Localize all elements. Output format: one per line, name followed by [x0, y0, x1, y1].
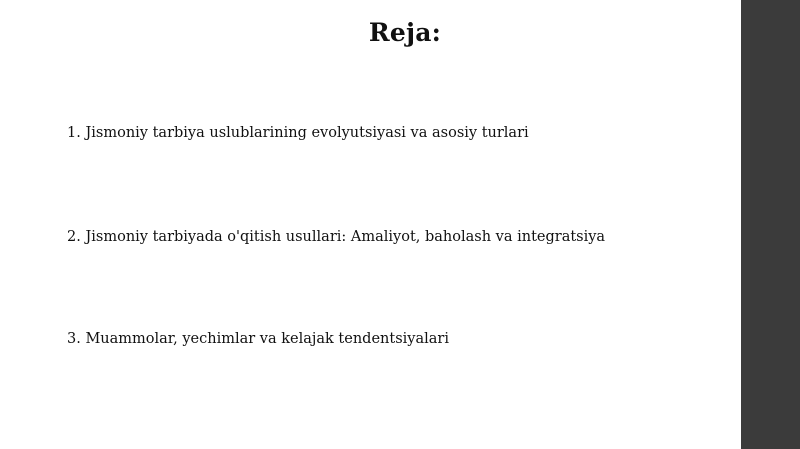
side-panel	[741, 0, 800, 449]
slide-title: Reja:	[368, 18, 442, 47]
plan-item-2: 2. Jismoniy tarbiyada o'qitish usullari: Amaliyot, baholash va integratsiya	[67, 229, 606, 245]
plan-item-1: 1. Jismoniy tarbiya uslublarining evolyutsiyasi va asosiy turlari	[67, 125, 529, 141]
plan-item-3: 3. Muammolar, yechimlar va kelajak tendentsiyalari	[67, 331, 449, 347]
